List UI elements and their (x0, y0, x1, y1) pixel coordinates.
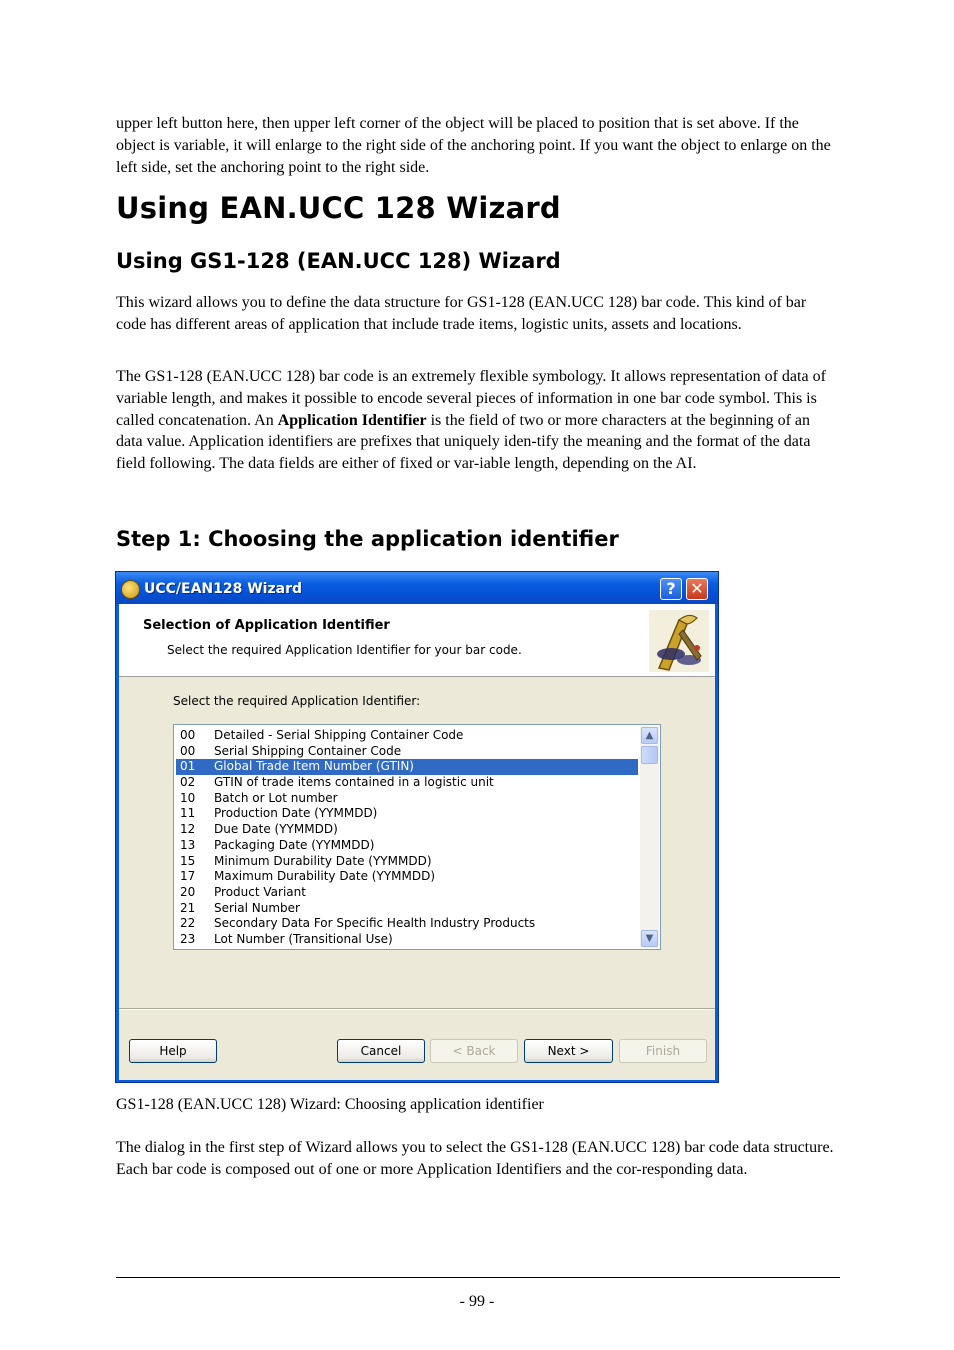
list-item-description: Minimum Durability Date (YYMMDD) (214, 853, 432, 868)
list-item-description: Production Date (YYMMDD) (214, 806, 378, 821)
list-item-code: 02 (180, 775, 196, 790)
app-icon (121, 580, 140, 599)
list-item[interactable] (176, 728, 638, 744)
chevron-down-icon: ▼ (645, 933, 654, 944)
list-items (176, 728, 638, 948)
list-item-code: 01 (180, 759, 196, 774)
list-item[interactable] (176, 806, 638, 822)
finish-button[interactable]: Finish (619, 1039, 707, 1063)
list-item-code: 22 (180, 916, 196, 931)
figure-caption: GS1-128 (EAN.UCC 128) Wizard: Choosing application identifier (116, 1096, 544, 1113)
scroll-thumb[interactable] (641, 746, 658, 764)
wizard-header (119, 604, 715, 677)
button-separator (119, 1008, 715, 1010)
list-item-code: 11 (180, 806, 196, 821)
paragraph-text: The GS1-128 (EAN.UCC 128) bar code is an extremely flexible symbology. It allows representation of data of variable length, and makes it possible to encode several pieces of information in one bar code symbol. This is called concatenation. An (116, 368, 826, 429)
list-item[interactable] (176, 744, 638, 760)
list-item-code: 15 (180, 853, 196, 868)
list-item[interactable] (176, 885, 638, 901)
list-item-code: 12 (180, 822, 196, 837)
application-identifier-list[interactable] (173, 724, 661, 950)
list-item-description: Serial Shipping Container Code (214, 743, 402, 758)
paragraph-gs1-description (116, 366, 840, 475)
list-item[interactable] (176, 901, 638, 917)
list-item-code: 23 (180, 931, 196, 946)
close-button[interactable] (686, 578, 708, 600)
wizard-icon (649, 610, 709, 672)
list-item[interactable] (176, 791, 638, 807)
application-identifier-term: Application Identifier (277, 411, 427, 429)
cancel-button[interactable]: Cancel (337, 1039, 425, 1063)
list-item[interactable] (176, 932, 638, 948)
page-number: - 99 - (459, 1293, 495, 1310)
chevron-up-icon: ▲ (645, 730, 654, 741)
list-item[interactable] (176, 916, 638, 932)
paragraph-text: is the field of two or more characters at the beginning of an data value. Application identifiers are prefixes that uniquely iden-tify the meaning and the format of the data field following. The data fields are either of fixed or var-iable length, depending on the AI. (116, 411, 811, 473)
question-icon: ? (666, 579, 676, 598)
back-button[interactable]: < Back (430, 1039, 518, 1063)
close-icon: ✕ (690, 579, 704, 598)
step-heading: Step 1: Choosing the application identifier (116, 527, 619, 551)
list-item-code: 20 (180, 884, 196, 899)
list-item-description: Due Date (YYMMDD) (214, 822, 338, 837)
list-item-description: Batch or Lot number (214, 790, 338, 805)
scroll-down-button[interactable] (641, 930, 658, 947)
wizard-step-subtitle: Select the required Application Identifier for your bar code. (167, 643, 522, 657)
list-item-code: 13 (180, 837, 196, 852)
list-item[interactable] (176, 775, 638, 791)
list-item[interactable] (176, 822, 638, 838)
help-title-button[interactable] (660, 578, 682, 600)
list-item-description: Packaging Date (YYMMDD) (214, 837, 375, 852)
paragraph-wizard-intro: This wizard allows you to define the data structure for GS1-128 (EAN.UCC 128) bar code. This kind of bar code has different areas of application that include trade items, logistic units, assets and locations. (116, 294, 807, 333)
list-item-description: Serial Number (214, 900, 300, 915)
help-button[interactable]: Help (129, 1039, 217, 1063)
list-item-code: 10 (180, 790, 196, 805)
vertical-scrollbar[interactable] (640, 726, 659, 948)
wizard-step-title: Selection of Application Identifier (143, 618, 390, 633)
list-item-description: Product Variant (214, 884, 306, 899)
list-item-description: Detailed - Serial Shipping Container Code (214, 728, 464, 742)
list-item[interactable] (176, 759, 638, 775)
list-item[interactable] (176, 869, 638, 885)
list-item-code: 17 (180, 869, 196, 884)
list-item-description: Secondary Data For Specific Health Industry Products (214, 916, 536, 931)
scroll-up-button[interactable] (641, 727, 658, 744)
intro-paragraph: upper left button here, then upper left corner of the object will be placed to position that is set above. If the object is variable, it will enlarge to the right side of the anchoring point. If you want the object to enlarge on the left side, set the anchoring point to the right side. (116, 115, 831, 176)
list-item-description: Global Trade Item Number (GTIN) (214, 759, 414, 774)
paragraph-dialog-description: The dialog in the first step of Wizard allows you to select the GS1-128 (EAN.UCC 128) bar code data structure. Each bar code is composed out of one or more Application Identifiers and the cor-responding data. (116, 1139, 834, 1178)
dialog-title: UCC/EAN128 Wizard (144, 581, 303, 597)
list-item-code: 00 (180, 743, 196, 758)
wizard-dialog (115, 571, 719, 1083)
list-item-description: Lot Number (Transitional Use) (214, 931, 393, 946)
section-heading: Using GS1-128 (EAN.UCC 128) Wizard (116, 249, 561, 273)
list-item-description: Maximum Durability Date (YYMMDD) (214, 869, 436, 884)
list-item-code: 00 (180, 728, 196, 742)
dialog-client-area (119, 604, 715, 1080)
list-item-code: 21 (180, 900, 196, 915)
dialog-titlebar[interactable] (116, 572, 718, 604)
footer-divider (116, 1277, 840, 1278)
page-title: Using EAN.UCC 128 Wizard (116, 191, 561, 225)
next-button[interactable]: Next > (524, 1039, 613, 1063)
list-item[interactable] (176, 838, 638, 854)
list-item-description: GTIN of trade items contained in a logistic unit (214, 775, 494, 790)
listbox-label: Select the required Application Identifier: (173, 694, 421, 708)
list-item[interactable] (176, 854, 638, 870)
